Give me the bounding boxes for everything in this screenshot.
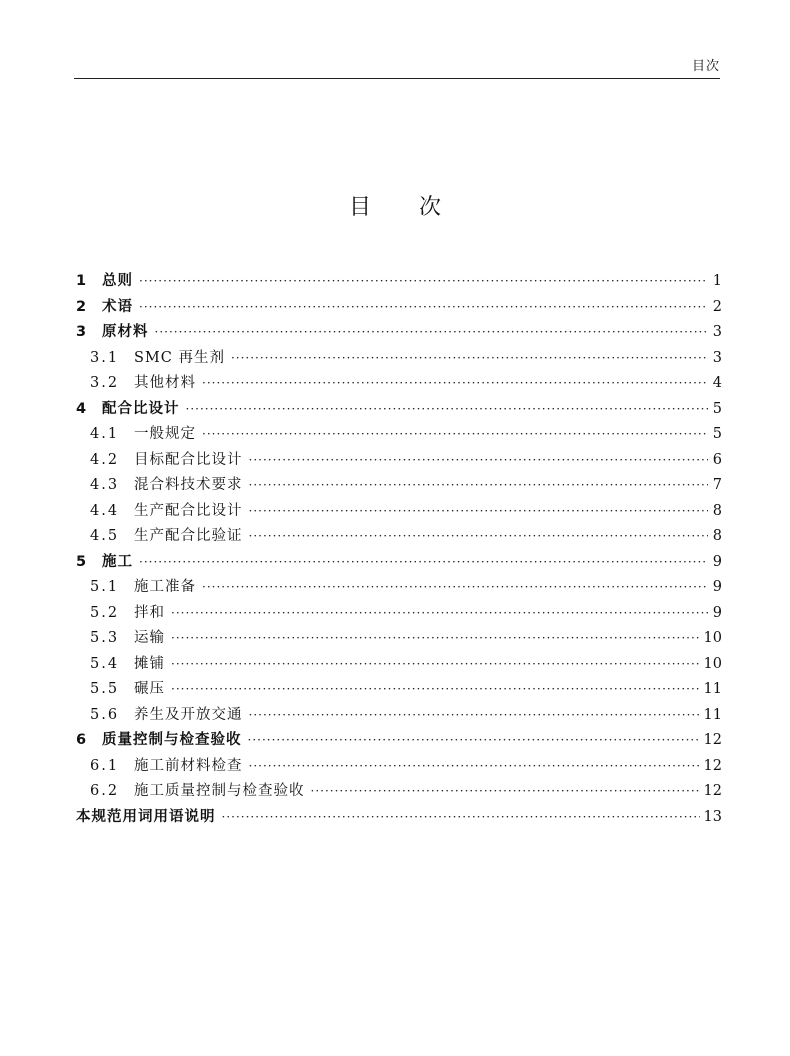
toc-entry-page: 9 — [712, 604, 722, 621]
toc-section-entry[interactable] — [76, 269, 722, 295]
toc-leader-dots — [231, 346, 708, 372]
toc-entry-page: 12 — [703, 783, 722, 799]
toc-entry-label: 目标配合比设计 — [134, 451, 243, 468]
toc-subsection-entry[interactable] — [76, 499, 722, 525]
toc-entry-page: 12 — [703, 757, 722, 774]
toc-subsection-entry[interactable] — [76, 473, 722, 499]
toc-entry-label: 运输 — [134, 630, 165, 646]
toc-entry-label: 术语 — [102, 298, 133, 315]
toc-entry-label: 碾压 — [134, 681, 165, 697]
toc-entry-page: 10 — [703, 655, 722, 672]
toc-entry-label: 配合比设计 — [102, 400, 180, 417]
toc-entry-page: 9 — [712, 553, 722, 570]
toc-leader-dots — [202, 371, 708, 397]
toc-entry-number: 5.3 — [90, 630, 120, 646]
toc-entry-number: 6 — [76, 732, 87, 748]
toc-leader-dots — [202, 422, 708, 448]
toc-subsection-entry[interactable] — [76, 575, 722, 601]
toc-entry-page: 9 — [712, 579, 722, 595]
toc-entry-number: 5.4 — [90, 655, 120, 672]
toc-entry-label: 养生及开放交通 — [134, 706, 243, 723]
toc-entry-number: 4.5 — [90, 528, 120, 544]
toc-entry-page: 5 — [712, 426, 722, 442]
toc-entry-label: 其他材料 — [134, 375, 196, 391]
toc-entry-number: 1 — [76, 273, 87, 289]
toc-subsection-entry[interactable] — [76, 677, 722, 703]
toc-entry-label: 摊铺 — [134, 655, 165, 672]
toc-entry-label: 原材料 — [102, 324, 149, 340]
toc-entry-label: 施工前材料检查 — [134, 757, 243, 774]
toc-subsection-entry[interactable] — [76, 652, 722, 678]
toc-entry-number: 3.1 — [90, 349, 120, 366]
toc-leader-dots — [311, 779, 700, 805]
toc-leader-dots — [171, 601, 708, 627]
toc-entry-page: 13 — [703, 808, 722, 825]
toc-subsection-entry[interactable] — [76, 703, 722, 729]
toc-leader-dots — [249, 754, 700, 780]
toc-leader-dots — [249, 448, 709, 474]
toc-leader-dots — [139, 269, 708, 295]
toc-entry-number: 4.1 — [90, 426, 120, 442]
toc-section-entry[interactable] — [76, 320, 722, 346]
toc-subsection-entry[interactable] — [76, 448, 722, 474]
toc-entry-page: 8 — [712, 528, 722, 544]
toc-entry-number: 5.5 — [90, 681, 120, 697]
toc-leader-dots — [186, 397, 709, 423]
toc-leader-dots — [171, 652, 700, 678]
toc-leader-dots — [202, 575, 708, 601]
toc-entry-number: 4 — [76, 400, 87, 417]
toc-entry-page: 3 — [712, 324, 722, 340]
toc-entry-number: 5.6 — [90, 706, 120, 723]
toc-entry-page: 3 — [712, 349, 722, 366]
toc-entry-number: 3 — [76, 324, 87, 340]
toc-entry-label: 一般规定 — [134, 426, 196, 442]
toc-entry-number: 6.1 — [90, 757, 120, 774]
toc-entry-page: 8 — [712, 502, 722, 519]
toc-leader-dots — [249, 524, 709, 550]
running-header: 目次 — [691, 59, 720, 74]
toc-entry-number: 4.3 — [90, 477, 120, 493]
toc-leader-dots — [222, 805, 700, 831]
toc-subsection-entry[interactable] — [76, 601, 722, 627]
toc-section-entry[interactable] — [76, 295, 722, 321]
title-char-1: 目 — [348, 195, 371, 220]
toc-section-entry[interactable] — [76, 728, 722, 754]
toc-entry-number: 3.2 — [90, 375, 120, 391]
toc-entry-number: 4.4 — [90, 502, 120, 519]
toc-entry-label: 总则 — [102, 273, 133, 289]
header-rule — [74, 78, 720, 79]
toc-section-entry[interactable] — [76, 805, 722, 831]
toc-subsection-entry[interactable] — [76, 626, 722, 652]
toc-leader-dots — [249, 703, 700, 729]
toc-entry-page: 11 — [703, 681, 722, 697]
toc-entry-label: 生产配合比设计 — [134, 502, 243, 519]
toc-entry-page: 12 — [703, 732, 722, 748]
toc-subsection-entry[interactable] — [76, 371, 722, 397]
toc-entry-page: 6 — [712, 451, 722, 468]
toc-entry-number: 5 — [76, 553, 87, 570]
toc-subsection-entry[interactable] — [76, 779, 722, 805]
toc-entry-label: 施工准备 — [134, 579, 196, 595]
table-of-contents — [76, 269, 722, 830]
toc-entry-page: 2 — [712, 298, 722, 315]
toc-entry-page: 1 — [712, 273, 722, 289]
title-char-2: 次 — [419, 195, 442, 220]
toc-entry-number: 5.2 — [90, 604, 120, 621]
toc-entry-label: 本规范用词用语说明 — [76, 808, 216, 825]
toc-entry-page: 11 — [703, 706, 722, 723]
toc-leader-dots — [249, 473, 709, 499]
toc-entry-label: 施工 — [102, 553, 133, 570]
toc-entry-page: 5 — [712, 400, 722, 417]
toc-entry-label: 混合料技术要求 — [134, 477, 243, 493]
toc-leader-dots — [171, 626, 700, 652]
page-title — [0, 190, 790, 221]
toc-entry-page: 7 — [712, 477, 722, 493]
toc-leader-dots — [139, 550, 708, 576]
toc-entry-page: 4 — [712, 375, 722, 391]
toc-subsection-entry[interactable] — [76, 524, 722, 550]
toc-subsection-entry[interactable] — [76, 346, 722, 372]
toc-leader-dots — [249, 499, 709, 525]
toc-entry-number: 5.1 — [90, 579, 120, 595]
toc-entry-label: SMC 再生剂 — [134, 349, 225, 366]
toc-subsection-entry[interactable] — [76, 754, 722, 780]
toc-leader-dots — [155, 320, 709, 346]
toc-leader-dots — [171, 677, 700, 703]
toc-leader-dots — [139, 295, 708, 321]
toc-section-entry[interactable] — [76, 550, 722, 576]
toc-subsection-entry[interactable] — [76, 422, 722, 448]
toc-entry-number: 4.2 — [90, 451, 120, 468]
toc-section-entry[interactable] — [76, 397, 722, 423]
toc-entry-label: 质量控制与检查验收 — [102, 732, 242, 748]
toc-entry-number: 6.2 — [90, 783, 120, 799]
toc-entry-label: 生产配合比验证 — [134, 528, 243, 544]
toc-entry-label: 施工质量控制与检查验收 — [134, 783, 305, 799]
toc-leader-dots — [248, 728, 700, 754]
toc-entry-label: 拌和 — [134, 604, 165, 621]
toc-entry-number: 2 — [76, 298, 87, 315]
toc-entry-page: 10 — [703, 630, 722, 646]
